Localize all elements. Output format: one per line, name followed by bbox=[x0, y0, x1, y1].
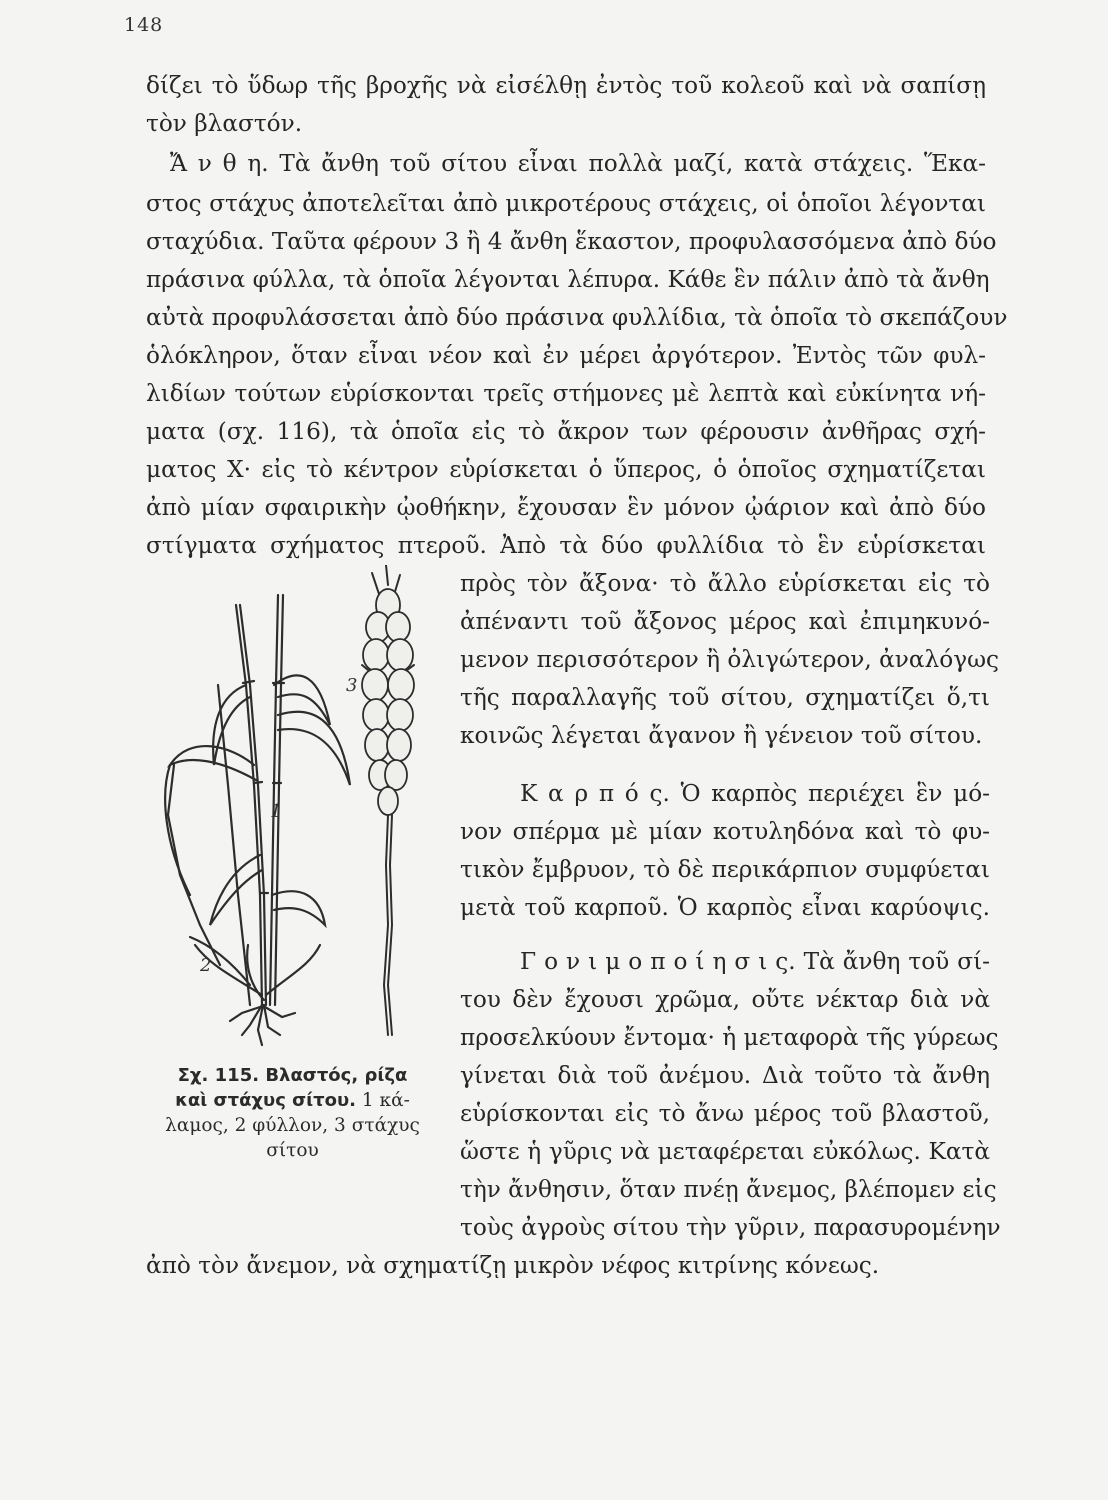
text-line: λιδίων τούτων εὑρίσκονται τρεῖς στήμονες μὲ λεπτὰ καὶ εὐκίνητα νή- bbox=[146, 380, 986, 407]
figure-label-spike: 3 bbox=[346, 675, 358, 696]
text-line: γίνεται διὰ τοῦ ἀνέμου. Διὰ τοῦτο τὰ ἄνθη bbox=[460, 1062, 990, 1089]
text-line: τοὺς ἀγροὺς σίτου τὴν γῦριν, παρασυρομένην bbox=[460, 1214, 1001, 1241]
figure-label-culm: 1 bbox=[270, 801, 282, 822]
text-line: στος στάχυς ἀποτελεῖται ἀπὸ μικροτέρους στάχεις, οἱ ὁποῖοι λέγονται bbox=[146, 190, 986, 217]
text-line: στίγματα σχήματος πτεροῦ. Ἀπὸ τὰ δύο φυλλίδια τὸ ἓν εὑρίσκεται bbox=[146, 532, 986, 559]
caption-line: λαμος, 2 φύλλον, 3 στάχυς bbox=[165, 1115, 420, 1136]
text-line: εὑρίσκονται εἰς τὸ ἄνω μέρος τοῦ βλαστοῦ, bbox=[460, 1100, 990, 1127]
wheat-plant-figure bbox=[150, 565, 440, 1065]
text-line: ὁλόκληρον, ὅταν εἶναι νέον καὶ ἐν μέρει ἀργότερον. Ἐντὸς τῶν φυλ- bbox=[146, 342, 986, 369]
text-line: δίζει τὸ ὕδωρ τῆς βροχῆς νὰ εἰσέλθῃ ἐντὸς τοῦ κολεοῦ καὶ νὰ σαπίσῃ bbox=[146, 72, 986, 99]
text-line: Γ ο ν ι μ ο π ο ί η σ ι ς. Τὰ ἄνθη τοῦ σί- bbox=[520, 948, 990, 975]
text-line: νον σπέρμα μὲ μίαν κοτυληδόνα καὶ τὸ φυ- bbox=[460, 818, 990, 845]
text-line: ἀπὸ τὸν ἄνεμον, νὰ σχηματίζῃ μικρὸν νέφος κιτρίνης κόνεως. bbox=[146, 1252, 880, 1279]
text-line: τῆς παραλλαγῆς τοῦ σίτου, σχηματίζει ὅ,τι bbox=[460, 684, 990, 711]
text-line: μετὰ τοῦ καρποῦ. Ὁ καρπὸς εἶναι καρύοψις. bbox=[460, 894, 990, 921]
figure-label-leaf: 2 bbox=[200, 955, 212, 976]
caption-line bbox=[150, 1088, 435, 1113]
caption-line: σίτου bbox=[266, 1140, 319, 1161]
wheat-plant-illustration bbox=[150, 565, 440, 1065]
text-line: τικὸν ἔμβρυον, τὸ δὲ περικάρπιον συμφύεται bbox=[460, 856, 990, 883]
text-line: ματα (σχ. 116), τὰ ὁποῖα εἰς τὸ ἄκρον των φέρουσιν ἀνθῆρας σχή- bbox=[146, 418, 986, 445]
text-line: Ἄ ν θ η. Τὰ ἄνθη τοῦ σίτου εἶναι πολλὰ μαζί, κατὰ στάχεις. Ἕκα- bbox=[170, 150, 986, 177]
caption-text: 1 κά- bbox=[356, 1090, 410, 1111]
figure-caption bbox=[150, 1063, 435, 1163]
text-line: ματος Χ· εἰς τὸ κέντρον εὑρίσκεται ὁ ὕπερος, ὁ ὁποῖος σχηματίζεται bbox=[146, 456, 986, 483]
text-line: ἀπέναντι τοῦ ἄξονος μέρος καὶ ἐπιμηκυνό- bbox=[460, 608, 990, 635]
text-line: Κ α ρ π ό ς. Ὁ καρπὸς περιέχει ἓν μό- bbox=[520, 780, 990, 807]
caption-line bbox=[150, 1063, 435, 1088]
caption-bold-text: Σχ. 115. Βλαστός, ρίζα bbox=[177, 1065, 408, 1086]
text-line: μενον περισσότερον ἢ ὀλιγώτερον, ἀναλόγως bbox=[460, 646, 999, 673]
page-number: 148 bbox=[124, 14, 164, 36]
caption-bold-text: καὶ στάχυς σίτου. bbox=[175, 1090, 357, 1111]
text-line: κοινῶς λέγεται ἄγανον ἢ γένειον τοῦ σίτου. bbox=[460, 722, 983, 749]
text-line: πρὸς τὸν ἄξονα· τὸ ἄλλο εὑρίσκεται εἰς τὸ bbox=[460, 570, 990, 597]
text-line: σταχύδια. Ταῦτα φέρουν 3 ἢ 4 ἄνθη ἕκαστον, προφυλασσόμενα ἀπὸ δύο bbox=[146, 228, 997, 255]
text-line: του δὲν ἔχουσι χρῶμα, οὔτε νέκταρ διὰ νὰ bbox=[460, 986, 990, 1013]
text-line: τὸν βλαστόν. bbox=[146, 110, 303, 137]
text-line: ἀπὸ μίαν σφαιρικὴν ᾠοθήκην, ἔχουσαν ἓν μόνον ᾠάριον καὶ ἀπὸ δύο bbox=[146, 494, 986, 521]
text-line: τὴν ἄνθησιν, ὅταν πνέῃ ἄνεμος, βλέπομεν εἰς bbox=[460, 1176, 997, 1203]
text-line: πράσινα φύλλα, τὰ ὁποῖα λέγονται λέπυρα. Κάθε ἓν πάλιν ἀπὸ τὰ ἄνθη bbox=[146, 266, 990, 293]
text-line: αὐτὰ προφυλάσσεται ἀπὸ δύο πράσινα φυλλίδια, τὰ ὁποῖα τὸ σκεπάζουν bbox=[146, 304, 1008, 331]
text-line: ὥστε ἡ γῦρις νὰ μεταφέρεται εὐκόλως. Κατὰ bbox=[460, 1138, 990, 1165]
text-line: προσελκύουν ἔντομα· ἡ μεταφορὰ τῆς γύρεως bbox=[460, 1024, 999, 1051]
